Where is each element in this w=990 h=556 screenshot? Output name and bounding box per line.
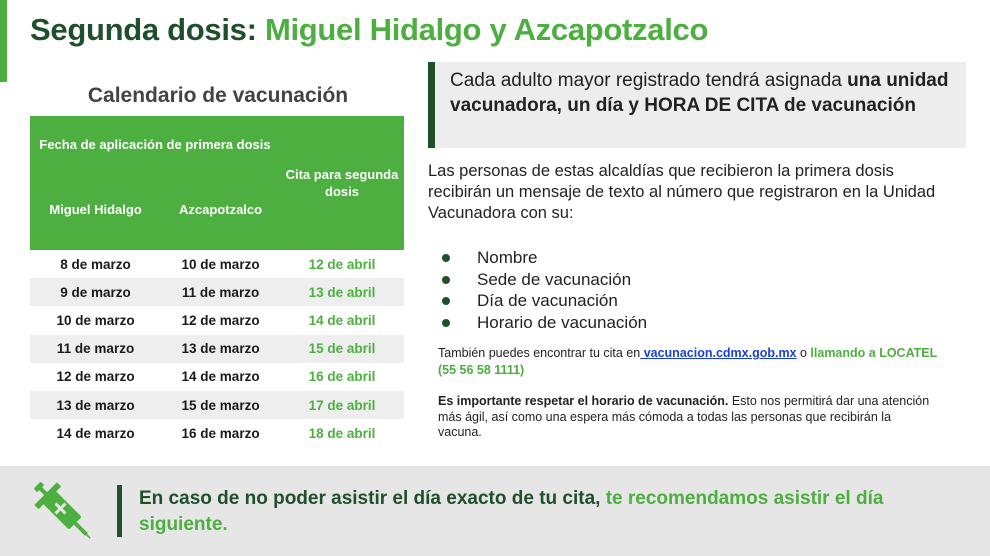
title-bold: Segunda dosis: — [30, 12, 257, 47]
cell-second-dose: 17 de abril — [280, 391, 404, 419]
header-azcapotzalco: Azcapotzalco — [161, 168, 280, 250]
vacunacion-link[interactable]: vacunacion.cdmx.gob.mx — [640, 346, 797, 360]
list-item-label: Horario de vacunación — [477, 312, 648, 332]
schedule-note-bold: Es importante respetar el horario de vacunación. — [438, 394, 729, 408]
cell-miguel-hidalgo: 14 de marzo — [56, 425, 135, 441]
cell-second-dose: 16 de abril — [308, 369, 376, 385]
table-row — [30, 278, 404, 306]
cell-miguel-hidalgo: 8 de marzo — [60, 256, 131, 272]
title-rest: Miguel Hidalgo y Azcapotzalco — [264, 12, 709, 47]
footer-banner — [0, 466, 990, 556]
list-item — [440, 269, 647, 291]
table-row — [30, 335, 404, 363]
info-box-text: Cada adulto mayor registrado tendrá asignada — [450, 70, 848, 91]
list-item-label: Día de vacunación — [477, 291, 618, 310]
calendar-title: Calendario de vacunación — [87, 84, 349, 107]
sms-paragraph: Las personas de estas alcaldías que recibieron la primera dosis recibirán un mensaje de texto al número que registraron en la Unidad Vacunadora con su: — [428, 162, 936, 222]
cell-azcapotzalco: 16 de marzo — [181, 425, 260, 441]
info-box-bold: una unidad vacunadora, un día y HORA DE CITA de vacunación — [450, 70, 949, 116]
bullet-icon — [442, 297, 450, 305]
vaccination-calendar-table — [30, 116, 404, 447]
cell-second-dose: 15 de abril — [280, 335, 404, 363]
cell-miguel-hidalgo: 11 de marzo — [30, 335, 161, 363]
cell-second-dose: 14 de abril — [308, 312, 376, 328]
table-row — [30, 419, 404, 447]
appointment-lookup-note — [438, 345, 938, 379]
list-item-label: Sede de vacunación — [477, 269, 632, 289]
locatel-phone: llamando a LOCATEL (55 56 58 1111) — [438, 346, 938, 377]
cell-azcapotzalco: 13 de marzo — [161, 335, 280, 363]
cell-azcapotzalco: 15 de marzo — [161, 391, 280, 419]
cell-second-dose: 12 de abril — [308, 256, 376, 272]
cell-azcapotzalco: 10 de marzo — [181, 256, 260, 272]
cell-miguel-hidalgo: 9 de marzo — [30, 278, 161, 306]
cell-second-dose: 13 de abril — [280, 278, 404, 306]
list-item — [440, 247, 647, 269]
info-box — [428, 62, 966, 148]
page-title — [30, 12, 708, 48]
table-row — [30, 363, 404, 391]
footer-text — [139, 486, 959, 538]
list-item-label: Nombre — [477, 248, 538, 267]
bullet-icon — [442, 254, 450, 262]
note-prefix: También puedes encontrar tu cita en — [438, 346, 641, 360]
header-miguel-hidalgo: Miguel Hidalgo — [30, 168, 161, 250]
cell-second-dose: 18 de abril — [308, 425, 376, 441]
cell-miguel-hidalgo: 13 de marzo — [30, 391, 161, 419]
table-row — [30, 250, 404, 278]
cell-azcapotzalco: 14 de marzo — [181, 369, 260, 385]
cell-azcapotzalco: 12 de marzo — [181, 312, 260, 328]
schedule-note-rest: Esto nos permitirá dar una atención más ágil, así como una espera más cómoda a todas las personas que recibirán la vacuna. — [438, 394, 930, 439]
header-second-dose-appointment: Cita para segunda dosis — [280, 116, 404, 250]
table-row — [30, 306, 404, 334]
table-row — [30, 391, 404, 419]
footer-text-green: te recomendamos asistir el día siguiente. — [139, 488, 884, 535]
bullet-icon — [442, 319, 450, 327]
schedule-note — [438, 394, 938, 441]
cell-azcapotzalco: 11 de marzo — [161, 278, 280, 306]
header-first-dose-date: Fecha de aplicación de primera dosis — [30, 116, 280, 168]
left-accent-bar — [0, 0, 7, 82]
cell-miguel-hidalgo: 10 de marzo — [56, 312, 135, 328]
note-middle: o — [796, 346, 811, 360]
cell-miguel-hidalgo: 12 de marzo — [56, 369, 135, 385]
footer-text-dark: En caso de no poder asistir el día exacto de tu cita, — [139, 488, 606, 509]
list-item — [440, 290, 647, 312]
info-list — [440, 247, 647, 333]
syringe-icon — [26, 474, 102, 550]
list-item — [440, 312, 647, 334]
bullet-icon — [442, 276, 450, 284]
footer-divider — [117, 485, 122, 537]
